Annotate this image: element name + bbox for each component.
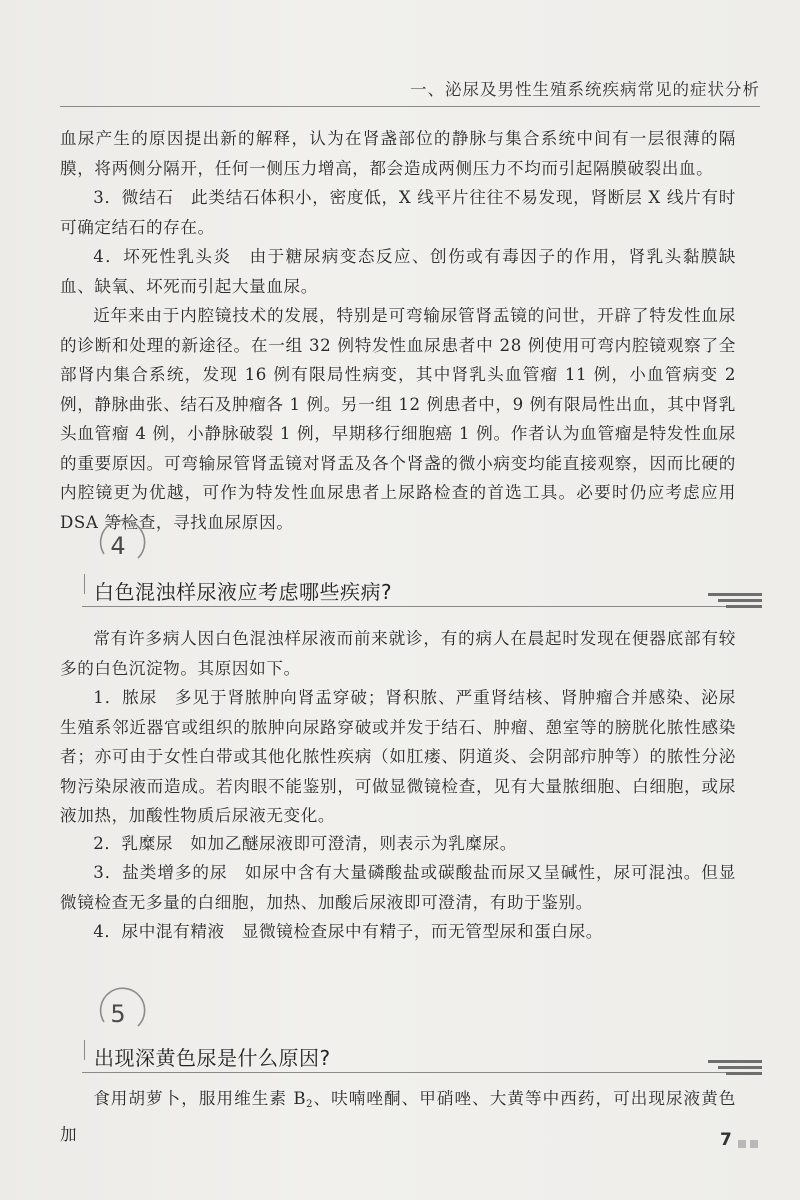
paragraph-dark-yellow-urine: 食用胡萝卜，服用维生素 B2、呋喃唑酮、甲硝唑、大黄等中西药，可出现尿液黄色加 <box>60 1089 736 1144</box>
paragraph-semen: 4．尿中混有精液 显微镜检查尿中有精子，而无管型尿和蛋白尿。 <box>93 922 603 941</box>
heading-marks <box>708 1060 762 1078</box>
paragraph-chyluria: 2．乳糜尿 如加乙醚尿液即可澄清，则表示为乳糜尿。 <box>93 834 517 853</box>
question-title: 白色混浊样尿液应考虑哪些疾病? <box>94 580 393 604</box>
paragraph-endoscopy: 近年来由于内腔镜技术的发展，特别是可弯输尿管肾盂镜的问世，开辟了特发性血尿的诊断和处理的新途径。在一组 32 例特发性血尿患者中 28 例使用可弯内腔镜观察了全部肾内集合系统，发现 16 例有限局性病变，其中肾乳头血管瘤 11 例，小血管病变 2 例，静脉曲张、结石及肿瘤各 1 例。另一组 12 例患者中，9 例有限局性出血，其中肾乳头血管瘤 4 例，小静脉破裂 1 例，早期移行细胞癌 1 例。作者认为血管瘤是特发性血尿的重要原因。可弯输尿管肾盂镜对肾盂及各个肾盏的微小病变均能直接观察，因而比硬的内腔镜更为优越，可作为特发性血尿患者上尿路检查的首选工具。必要时仍应考虑应用 DSA 等检查，寻找血尿原因。 <box>60 306 736 532</box>
question-number: 4 <box>110 532 126 560</box>
question-number: 5 <box>110 1000 126 1028</box>
heading-tick <box>84 574 93 594</box>
page-marker <box>750 1140 758 1148</box>
heading-marks <box>708 593 762 611</box>
paragraph-salts: 3．盐类增多的尿 如尿中含有大量磷酸盐或碳酸盐而尿又呈碱性，尿可混浊。但显微镜检查无多量的白细胞，加热、加酸后尿液即可澄清，有助于鉴别。 <box>60 863 736 912</box>
heading-tick <box>84 1040 93 1060</box>
header-rule <box>60 106 760 107</box>
heading-rule <box>82 1072 762 1073</box>
paragraph-papillitis: 4．坏死性乳头炎 由于糖尿病变态反应、创伤或有毒因子的作用，肾乳头黏膜缺血、缺氧、坏死而引起大量血尿。 <box>60 247 736 296</box>
heading-rule <box>82 606 762 607</box>
paragraph-hematuria-cause: 血尿产生的原因提出新的解释，认为在肾盏部位的静脉与集合系统中间有一层很薄的隔膜，将两侧分隔开，任何一侧压力增高，都会造成两侧压力不均而引起隔膜破裂出血。 <box>60 129 736 178</box>
page-marker <box>738 1140 746 1148</box>
paragraph-microlith: 3．微结石 此类结石体积小，密度低，X 线平片往往不易发现，肾断层 X 线片有时可确定结石的存在。 <box>60 188 736 237</box>
paragraph-pyuria: 1．脓尿 多见于肾脓肿向肾盂穿破；肾积脓、严重肾结核、肾肿瘤合并感染、泌尿生殖系邻近器官或组织的脓肿向尿路穿破或并发于结石、肿瘤、憩室等的膀胱化脓性感染者；亦可由于女性白带或其他化脓性疾病（如肛瘘、阴道炎、会阴部疖肿等）的脓性分泌物污染尿液而造成。若肉眼不能鉴别，可做显微镜检查，见有大量脓细胞、白细胞，或尿液加热，加酸性物质后尿液无变化。 <box>60 688 736 825</box>
page-number: 7 <box>720 1130 732 1150</box>
paragraph-intro: 常有许多病人因白色混浊样尿液而前来就诊，有的病人在晨起时发现在便器底部有较多的白色沉淀物。其原因如下。 <box>60 629 736 678</box>
question-title: 出现深黄色尿是什么原因? <box>94 1046 331 1070</box>
running-header: 一、泌尿及男性生殖系统疾病常见的症状分析 <box>410 80 760 99</box>
